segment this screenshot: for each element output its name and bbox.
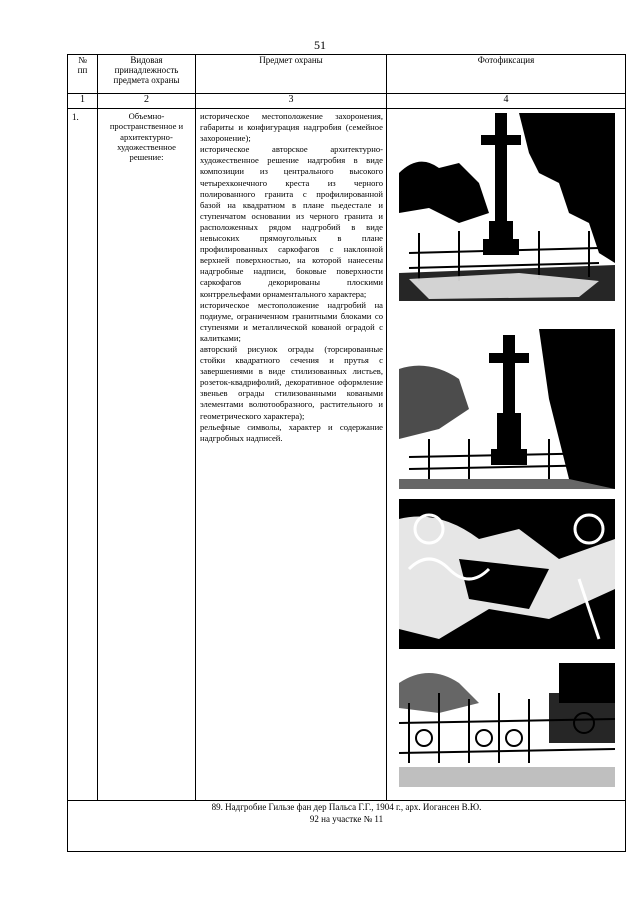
subject-item: авторский рисунок ограды (торсированные стойки квадратного сечения и прутья с завершениями в виде стилизованных листьев, розеток-квадрифолий, декоративное оформление звеньев ограды стилизованными коваными элементами волютообразного, растительного и геометрического характера); — [200, 343, 383, 421]
photo-fence-detail — [399, 499, 615, 649]
col-number-2: 2 — [98, 94, 196, 109]
table-header-row — [68, 55, 626, 94]
row-number: 1. — [68, 109, 98, 801]
header-photo: Фотофиксация — [387, 55, 626, 94]
photo-monument-trees — [399, 329, 615, 489]
caption-row — [68, 801, 626, 852]
col-number-4: 4 — [387, 94, 626, 109]
subject-item: историческое местоположение надгробий на подиуме, ограниченном гранитными блоками со ступенями и металлической кованой оградой с калитками; — [200, 299, 383, 343]
col-number-1: 1 — [68, 94, 98, 109]
header-type: Видовая принадлежность предмета охраны — [98, 55, 196, 94]
header-subject: Предмет охраны — [196, 55, 387, 94]
col-number-3: 3 — [196, 94, 387, 109]
column-numbers-row — [68, 94, 626, 109]
subject-item: историческое местоположение захоронения, габариты и конфигурация надгробия (семейное захоронение); — [200, 111, 383, 144]
page-number: 51 — [314, 38, 326, 52]
photo-monument-front — [399, 113, 615, 301]
subject-item: рельефные символы, характер и содержание надгробных надписей. — [200, 421, 383, 443]
photo-fence-monuments — [399, 663, 615, 787]
table-row — [68, 109, 626, 801]
row-type: Объемно-пространственное и архитектурно-художественное решение: — [98, 109, 196, 801]
protection-table — [67, 54, 626, 852]
caption-line-2: 92 на участке № 11 — [309, 814, 384, 824]
subject-item: историческое авторское архитектурно-художественное решение надгробия в виде композиции из центрального высокого четырехконечного креста из черного полированного гранита с профилированной базой на квадратном в плане пьедестале и ступенчатом основании из черного гранита и расположенных рядом надгробий в виде невысоких прямоугольных в плане профилированных саркофагов с наклонной верхней поверхностью, на которой нанесены надгробные надписи, боковые поверхности саркофагов декорированы плоскими контррельефами орнаментального характера; — [200, 144, 383, 299]
row-photos — [387, 109, 626, 801]
caption-cell — [68, 801, 626, 852]
caption-line-1: 89. Надгробие Гильзе фан дер Пальса Г.Г., 1904 г., арх. Иогансен В.Ю. — [211, 802, 482, 812]
header-number: № пп — [68, 55, 98, 94]
row-subject — [196, 109, 387, 801]
